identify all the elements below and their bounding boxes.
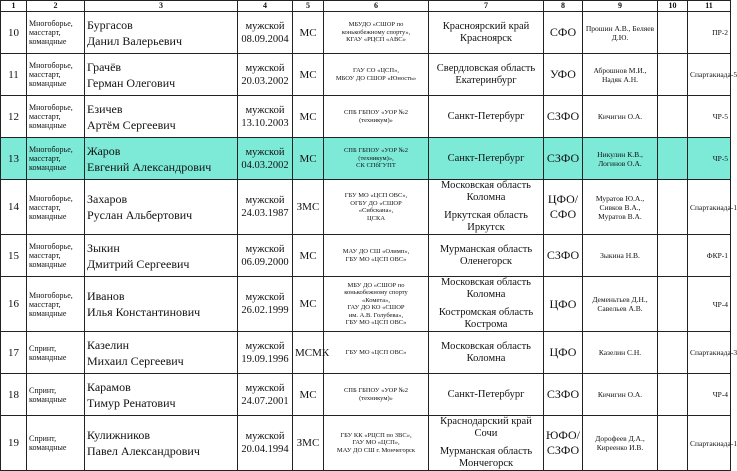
federal-district-cell	[544, 12, 583, 54]
federal-district-text: СЗФО	[546, 387, 580, 401]
birth-date-text: 24.07.2001	[241, 395, 289, 407]
region-cell	[429, 12, 544, 54]
sport-rank-cell: МС	[293, 277, 324, 332]
event-cell: ЧР-4	[688, 277, 731, 332]
table-row	[1, 54, 731, 96]
discipline-text: командные	[29, 121, 67, 130]
athlete-name-text: Руслан Альбертович	[87, 208, 193, 222]
region-text: Коломна	[466, 352, 506, 364]
table-row	[1, 332, 731, 374]
column-10-cell	[658, 12, 688, 54]
athlete-name-text: Артём Сергеевич	[87, 117, 176, 132]
sex-dob-cell	[238, 12, 293, 54]
region-cell	[429, 96, 544, 138]
row-number: 19	[1, 416, 27, 471]
sex-dob-cell	[238, 416, 293, 471]
organization-text: МБОУ ДО СШОР «Юность»	[335, 74, 417, 82]
region-cell	[429, 374, 544, 416]
sport-rank-cell: МС	[293, 12, 324, 54]
table-row	[1, 96, 731, 138]
federal-district-text: СЗФО	[546, 248, 580, 262]
region-text: Иркутск	[467, 222, 505, 233]
region-cell	[429, 235, 544, 277]
row-number: 17	[1, 332, 27, 374]
discipline-text: масстарт,	[29, 70, 61, 79]
athlete-name-text: Павел Александрович	[87, 444, 200, 458]
header-cell: 6	[324, 1, 429, 12]
organization-cell	[324, 332, 429, 374]
region-text: Мурманская область	[439, 243, 533, 255]
athlete-name-cell	[85, 96, 238, 138]
organization-text: конькобежному спорту	[344, 289, 408, 296]
organization-text: СПБ ГБПОУ «УОР №2	[343, 109, 409, 116]
organization-text: «Комета»,	[361, 296, 391, 304]
coach-cell: Зыкина Н.В.	[583, 235, 658, 277]
discipline-cell	[27, 138, 85, 180]
athlete-name-text: Илья Константинович	[87, 305, 201, 319]
sex-dob-cell	[238, 374, 293, 416]
birth-date-text: 20.04.1994	[241, 444, 289, 455]
birth-date-text: 24.03.1987	[241, 208, 289, 219]
header-row	[1, 1, 731, 12]
federal-district-cell	[544, 277, 583, 332]
event-cell: ЧР-5	[688, 96, 731, 138]
region-cell	[429, 332, 544, 374]
discipline-text: Спринт,	[29, 385, 57, 395]
region-text: Санкт-Петербург	[447, 152, 525, 164]
region-cell	[429, 277, 544, 332]
federal-district-cell	[544, 332, 583, 374]
organization-text: ГБУ КК «РЦСП по ЗВС»,	[340, 431, 412, 439]
region-text: Екатеринбург	[455, 74, 517, 86]
athlete-name-text: Грачёв	[87, 59, 122, 74]
coach-cell: Деменьтьев Д.Н., Савельев А.В.	[583, 277, 658, 332]
discipline-text: Спринт,	[29, 343, 57, 353]
discipline-text: Многоборье,	[29, 103, 73, 112]
column-10-cell	[658, 374, 688, 416]
organization-text: «Сибскана»,	[358, 207, 394, 214]
region-text: Коломна	[466, 289, 506, 300]
athlete-name-text: Данил Валерьевич	[87, 33, 183, 48]
athlete-name-text: Карамов	[87, 379, 131, 394]
discipline-cell	[27, 12, 85, 54]
column-10-cell	[658, 416, 688, 471]
discipline-text: командные	[29, 260, 67, 269]
row-number: 18	[1, 374, 27, 416]
row-number: 12	[1, 96, 27, 138]
sex-dob-cell	[238, 54, 293, 96]
discipline-text: командные	[29, 443, 67, 452]
coach-cell: Никулин К.В., Логинов О.А.	[583, 138, 658, 180]
athlete-name-cell	[85, 54, 238, 96]
birth-date-text: 08.09.2004	[241, 33, 289, 45]
sport-rank-cell: МС	[293, 138, 324, 180]
discipline-cell	[27, 277, 85, 332]
organization-text: КГАУ «РЦСП «АВС»	[346, 36, 406, 44]
organization-cell	[324, 96, 429, 138]
athlete-name-text: Иванов	[87, 289, 125, 303]
column-10-cell	[658, 277, 688, 332]
organization-text: ГБУ МО «ЦСП ОВС»	[345, 255, 407, 263]
organization-cell	[324, 416, 429, 471]
athlete-name-cell	[85, 138, 238, 180]
region-cell	[429, 180, 544, 235]
athlete-name-text: Езичев	[87, 101, 123, 116]
birth-date-text: 20.03.2002	[241, 75, 289, 87]
athlete-name-cell	[85, 416, 238, 471]
region-text: Иркутская область	[444, 210, 528, 221]
organization-text: СК СПбГУПТ	[356, 162, 396, 170]
column-10-cell	[658, 180, 688, 235]
row-number: 11	[1, 54, 27, 96]
athlete-name-cell	[85, 235, 238, 277]
discipline-text: масстарт,	[29, 202, 61, 212]
column-10-cell	[658, 332, 688, 374]
row-number: 10	[1, 12, 27, 54]
birth-date-text: 06.09.2000	[241, 256, 289, 268]
federal-district-cell	[544, 180, 583, 235]
discipline-text: командные	[29, 211, 67, 221]
federal-district-cell	[544, 96, 583, 138]
region-text: Красноярск	[459, 32, 513, 44]
organization-text: (техникум)»	[359, 394, 393, 402]
event-cell: Спартакиада-5	[688, 54, 731, 96]
region-text: Санкт-Петербург	[447, 388, 525, 400]
coach-cell: Кичигин О.А.	[583, 96, 658, 138]
federal-district-cell	[544, 416, 583, 471]
discipline-text: масстарт,	[29, 154, 61, 163]
sport-rank-cell: ЗМС	[293, 416, 324, 471]
organization-text: ГБУ МО «ЦСП ОВС»	[345, 348, 407, 356]
organization-text: (техникум)»	[359, 116, 393, 124]
sex-dob-cell	[238, 332, 293, 374]
athlete-name-text: Казелин	[87, 337, 130, 352]
organization-text: МАУ ДО СШ «Олимп»,	[342, 248, 410, 255]
athlete-name-text: Захаров	[87, 192, 128, 206]
event-cell: ФКР-1	[688, 235, 731, 277]
sex-text: мужской	[245, 382, 285, 394]
discipline-cell	[27, 180, 85, 235]
column-10-cell	[658, 235, 688, 277]
discipline-cell	[27, 54, 85, 96]
federal-district-cell	[544, 374, 583, 416]
discipline-text: масстарт,	[29, 28, 61, 37]
federal-district-text: СЗФО	[546, 109, 580, 123]
table-body	[1, 1, 737, 471]
organization-text: ГАУ МО «ЦСП»,	[352, 439, 400, 447]
header-cell: 2	[27, 1, 85, 12]
sex-text: мужской	[245, 20, 285, 32]
athlete-name-text: Жаров	[87, 143, 121, 158]
column-10-cell	[658, 54, 688, 96]
federal-district-text: СФО	[549, 25, 577, 39]
organization-text: МБУДО «СШОР по	[348, 21, 404, 29]
region-cell	[429, 54, 544, 96]
discipline-text: командные	[29, 79, 67, 88]
sex-text: мужской	[245, 340, 285, 352]
region-text: Костромская область	[438, 307, 534, 318]
organization-text: им. А.В. Голубева»,	[348, 311, 404, 319]
sex-text: мужской	[245, 195, 285, 206]
row-number: 15	[1, 235, 27, 277]
federal-district-text: ЦФО/	[547, 192, 579, 206]
athlete-name-text: Зыкин	[87, 240, 120, 255]
event-cell: ЧР-4	[688, 374, 731, 416]
region-text: Красноярский край	[442, 20, 530, 32]
sex-text: мужской	[245, 104, 285, 116]
table-row	[1, 180, 731, 235]
sex-dob-cell	[238, 235, 293, 277]
column-10-cell	[658, 138, 688, 180]
event-cell: Спартакиада-3	[688, 332, 731, 374]
sport-rank-cell: ЗМС	[293, 180, 324, 235]
table-row	[1, 235, 731, 277]
coach-cell: Прошин А.В., Беляев Д.Ю.	[583, 12, 658, 54]
sex-text: мужской	[245, 146, 285, 158]
athlete-name-text: Тимур Ренатович	[87, 395, 176, 410]
coach-cell: Муратов Ю.А., Сивков В.А., Муратов В.А.	[583, 180, 658, 235]
region-text: Сочи	[474, 428, 498, 439]
athlete-name-text: Дмитрий Сергеевич	[87, 256, 190, 271]
sex-dob-cell	[238, 96, 293, 138]
discipline-text: командные	[29, 308, 67, 318]
athlete-name-cell	[85, 277, 238, 332]
sport-rank-cell: МСМК	[293, 332, 324, 374]
sex-text: мужской	[245, 292, 285, 303]
row-number: 14	[1, 180, 27, 235]
sex-dob-cell	[238, 180, 293, 235]
header-cell: 11	[688, 1, 731, 12]
column-10-cell	[658, 96, 688, 138]
sex-text: мужской	[245, 431, 285, 442]
athlete-name-text: Евгений Александрович	[87, 159, 212, 174]
discipline-text: Многоборье,	[29, 61, 73, 70]
organization-cell	[324, 374, 429, 416]
discipline-text: Спринт,	[29, 434, 57, 443]
region-text: Коломна	[466, 192, 506, 203]
birth-date-text: 26.02.1999	[241, 305, 289, 316]
discipline-text: масстарт,	[29, 299, 61, 309]
region-text: Мурманская область	[439, 446, 533, 457]
organization-text: СПБ ГБПОУ «УОР №2	[343, 147, 409, 155]
federal-district-cell	[544, 54, 583, 96]
athlete-name-text: Михаил Сергеевич	[87, 353, 184, 368]
header-cell: 10	[658, 1, 688, 12]
coach-cell: Кичигин О.А.	[583, 374, 658, 416]
sex-text: мужской	[245, 243, 285, 255]
organization-text: ЦСКА	[366, 214, 386, 222]
federal-district-text: СЗФО	[546, 443, 580, 457]
federal-district-cell	[544, 235, 583, 277]
athlete-name-cell	[85, 332, 238, 374]
header-cell: 9	[583, 1, 658, 12]
organization-text: конькобежному спорту»,	[341, 28, 411, 36]
athlete-name-cell	[85, 12, 238, 54]
federal-district-cell	[544, 138, 583, 180]
table-row	[1, 277, 731, 332]
table-row	[1, 138, 731, 180]
header-cell: 3	[85, 1, 238, 12]
organization-text: ГБУ МО «ЦСП ОВС»,	[344, 192, 408, 199]
region-text: Мончегорск	[458, 458, 514, 469]
organization-text: МБУ ДО «СШОР по	[347, 281, 405, 289]
region-text: Оленегорск	[459, 255, 513, 267]
organization-text: СПБ ГБПОУ «УОР №2	[343, 387, 409, 394]
coach-cell: Дорофеев Д.А., Киреенко И.В.	[583, 416, 658, 471]
header-cell: 7	[429, 1, 544, 12]
region-text: Свердловская область	[436, 62, 536, 74]
organization-text: ГБУ МО «ЦСП ОВС»	[345, 319, 407, 326]
federal-district-text: УФО	[550, 67, 576, 81]
discipline-text: Многоборье,	[29, 145, 73, 154]
discipline-text: масстарт,	[29, 251, 61, 260]
discipline-cell	[27, 235, 85, 277]
region-text: Санкт-Петербург	[447, 110, 525, 122]
region-cell	[429, 138, 544, 180]
sex-dob-cell	[238, 277, 293, 332]
event-cell: ЧР-5	[688, 138, 731, 180]
discipline-text: командные	[29, 394, 67, 404]
sex-text: мужской	[245, 62, 285, 74]
organization-text: ГАУ СО «ЦСП»,	[353, 67, 399, 74]
discipline-text: Многоборье,	[29, 242, 73, 251]
athlete-name-text: Кулижников	[87, 428, 151, 442]
discipline-text: Многоборье,	[29, 290, 73, 300]
federal-district-text: ЮФО/	[546, 428, 580, 442]
discipline-cell	[27, 374, 85, 416]
athlete-name-cell	[85, 180, 238, 235]
sport-rank-cell: МС	[293, 235, 324, 277]
table-row	[1, 374, 731, 416]
sport-rank-cell: МС	[293, 54, 324, 96]
discipline-text: масстарт,	[29, 112, 61, 121]
birth-date-text: 19.09.1996	[241, 353, 289, 365]
table-row	[1, 12, 731, 54]
birth-date-text: 04.03.2002	[241, 159, 289, 171]
organization-text: ГАУ ДО КО «СШОР	[347, 304, 405, 311]
region-text: Московская область	[441, 277, 531, 288]
federal-district-text: СЗФО	[546, 151, 580, 165]
discipline-cell	[27, 332, 85, 374]
header-cell: 4	[238, 1, 293, 12]
coach-cell: Казелин С.Н.	[583, 332, 658, 374]
region-text: Краснодарский край	[440, 416, 532, 427]
organization-cell	[324, 180, 429, 235]
table-row	[1, 416, 731, 471]
federal-district-text: ЦФО	[549, 345, 577, 359]
event-cell: Спартакиада-1	[688, 180, 731, 235]
organization-text: (техникум)»,	[358, 154, 394, 162]
header-cell: 8	[544, 1, 583, 12]
federal-district-text: ЦФО	[549, 296, 577, 311]
discipline-cell	[27, 416, 85, 471]
row-number: 16	[1, 277, 27, 332]
header-cell: 1	[1, 1, 27, 12]
region-text: Кострома	[464, 319, 508, 330]
sport-rank-cell: МС	[293, 374, 324, 416]
region-text: Московская область	[441, 340, 531, 352]
federal-district-text: СФО	[549, 207, 577, 221]
region-cell	[429, 416, 544, 471]
event-cell: ПР-2	[688, 12, 731, 54]
organization-cell	[324, 277, 429, 332]
organization-cell	[324, 235, 429, 277]
athlete-name-cell	[85, 374, 238, 416]
discipline-text: командные	[29, 163, 67, 172]
coach-cell: Аброшнов М.И., Надяк А.Н.	[583, 54, 658, 96]
row-number: 13	[1, 138, 27, 180]
discipline-text: Многоборье,	[29, 193, 73, 203]
header-cell: 5	[293, 1, 324, 12]
discipline-cell	[27, 96, 85, 138]
athlete-name-text: Герман Олегович	[87, 75, 176, 90]
organization-cell	[324, 54, 429, 96]
sex-dob-cell	[238, 138, 293, 180]
discipline-text: командные	[29, 37, 67, 46]
organization-cell	[324, 12, 429, 54]
athlete-name-text: Бургасов	[87, 17, 133, 32]
birth-date-text: 13.10.2003	[241, 117, 289, 129]
event-cell: Спартакиада-1	[688, 416, 731, 471]
organization-text: МАУ ДО СШ г. Мончегорск	[336, 446, 416, 454]
discipline-text: командные	[29, 352, 67, 362]
organization-cell	[324, 138, 429, 180]
organization-text: ОГБУ ДО «СШОР	[350, 199, 402, 207]
sport-rank-cell: МС	[293, 96, 324, 138]
region-text: Московская область	[441, 180, 531, 191]
discipline-text: Многоборье,	[29, 19, 73, 28]
